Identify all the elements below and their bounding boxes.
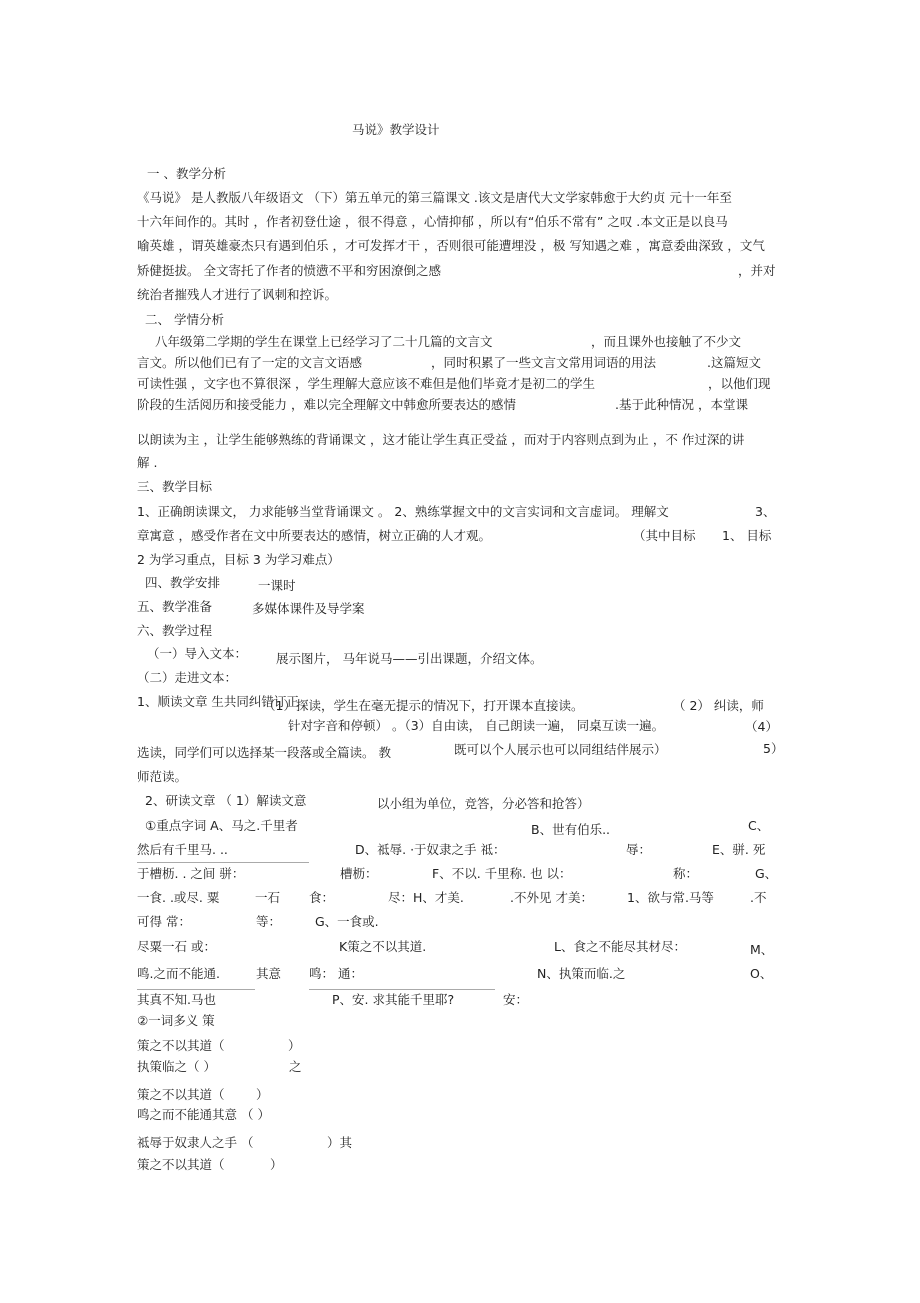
section-heading-prep: 五、教学准备 <box>137 599 213 614</box>
vocab-item: 尽粟一石 或： <box>137 939 216 954</box>
vocab-item: 尽：H、才美. <box>388 890 464 905</box>
text-line: 解 . <box>137 455 158 470</box>
vocab-item: 于槽枥. . 之间 骈： <box>137 866 245 881</box>
vocab-item: 一食. .或尽. 粟 <box>137 890 220 905</box>
vocab-item: .不外见 才美： <box>510 890 593 905</box>
text-line: 针对字音和停顿） 。（3）自由读， 自己朗读一遍， 同桌互读一遍。 <box>288 718 665 733</box>
vocab-item: K策之不以其道. <box>339 939 427 954</box>
polysemy-line: 执策临之（ ） <box>137 1059 216 1074</box>
vocab-item: B、世有伯乐.. <box>531 822 611 837</box>
text-line: ，并对 <box>738 263 776 278</box>
polysemy-line: 鸣之而不能通其意 （ ） <box>137 1107 270 1122</box>
vocab-item: G、一食或. <box>315 914 379 929</box>
intro-value: 展示图片， 马年说马——引出课题，介绍文体。 <box>276 651 543 666</box>
page-title: 马说》教学设计 <box>352 122 440 137</box>
vocab-item: 1、欲与常.马等 <box>627 890 714 905</box>
text-line: 阶段的生活阅历和接受能力 ，难以完全理解文中韩愈所要表达的感情 <box>137 397 516 412</box>
section-heading-students: 二、 学情分析 <box>145 312 224 327</box>
vocab-item: 鸣： 通： <box>309 966 363 981</box>
vocab-item: 安： <box>503 992 529 1007</box>
text-line: 5） <box>763 741 784 756</box>
vocab-item: 可得 常： <box>137 914 191 929</box>
vocab-item: P、安. 求其能千里耶? <box>332 992 455 1007</box>
blank-line <box>309 989 495 990</box>
vocab-item: .不 <box>750 890 767 905</box>
vocab-item: 一石 <box>255 890 281 905</box>
vocab-item: D、祗辱. ·于奴隶之手 祗： <box>355 842 506 857</box>
text-line: 喻英雄 ，谓英雄豪杰只有遇到伯乐 ，才可发挥才干 ，否则很可能遭埋没 ，极 写知遇之难 ，寓意委曲深致 ，文气 <box>137 238 765 253</box>
vocab-item: C、 <box>748 818 770 833</box>
blank-line <box>137 989 255 990</box>
text-line: ，而且课外也接触了不少文 <box>591 334 742 349</box>
text-line: 1、 目标 <box>722 528 772 543</box>
approach-label: （二）走进文本： <box>137 670 238 685</box>
vocab-item: 槽枥： <box>340 866 378 881</box>
text-line: （1）探读，学生在毫无提示的情况下，打开课本直接读。 <box>263 698 584 713</box>
text-line: 师范读。 <box>137 769 188 784</box>
section-heading-analysis: 一 、教学分析 <box>147 166 226 181</box>
vocab-item: N、执策而临.之 <box>537 966 626 981</box>
vocab-item: 其意 <box>256 966 282 981</box>
text-line: 十六年间作的。其时 ，作者初登仕途 ，很不得意 ，心情抑郁 ，所以有“伯乐不常有” 之叹 .本文正是以良马 <box>137 214 728 229</box>
polysemy-line: ） <box>256 1087 269 1102</box>
vocab-item: 然后有千里马. .. <box>137 842 228 857</box>
text-line: 矫健挺拔。 全文寄托了作者的愤懑不平和穷困潦倒之感 <box>137 263 441 278</box>
vocab-item: L、食之不能尽其材尽： <box>554 939 686 954</box>
text-line: 八年级第二学期的学生在课堂上已经学习了二十几篇的文言文 <box>155 334 493 349</box>
vocab-item: G、 <box>755 866 778 881</box>
prep-value: 多媒体课件及导学案 <box>252 601 365 616</box>
text-line: 《马说》 是人教版八年级语文 （下）第五单元的第三篇课文 .该文是唐代大文学家韩愈于大约贞 元十一年至 <box>137 190 732 205</box>
text-line: 2、研读文章 （ 1）解读文意 <box>145 793 307 808</box>
text-line: .这篇短文 <box>707 355 761 370</box>
vocab-item: 称： <box>673 866 699 881</box>
text-line: 1、顺读文章 生共同纠错订正 <box>137 694 299 709</box>
blank-line <box>137 862 309 863</box>
text-line: ，同时积累了一些文言文常用词语的用法 <box>431 355 657 370</box>
text-line: （ 2） 纠读，师 <box>673 698 764 713</box>
text-line: 可读性强 ，文字也不算很深 ，学生理解大意应该不难但是他们毕竟才是初二的学生 <box>137 376 595 391</box>
text-line: .基于此种情况 ，本堂课 <box>615 397 748 412</box>
text-line: 3、 <box>755 504 776 519</box>
section-heading-process: 六、教学过程 <box>137 623 213 638</box>
intro-label: （一）导入文本： <box>147 646 248 661</box>
vocab-item: M、 <box>750 942 774 957</box>
text-line: ，以他们现 <box>708 376 771 391</box>
vocab-item: 其真不知.马也 <box>137 992 216 1007</box>
text-line: 既可以个人展示也可以同组结伴展示） <box>454 742 667 757</box>
polysemy-line: ） <box>270 1157 283 1172</box>
text-line: （4） <box>745 719 778 734</box>
vocab-item: O、 <box>750 966 773 981</box>
vocab-item: 辱： <box>626 842 652 857</box>
text-line: 以朗读为主 ，让学生能够熟练的背诵课文 ，这才能让学生真正受益 ，而对于内容则点到为止 ，不 作过深的讲 <box>137 432 745 447</box>
text-line: 章寓意 ，感受作者在文中所要表达的感情，树立正确的人才观。 <box>137 528 491 543</box>
vocab-heading: ①重点字词 A、马之.千里者 <box>145 818 298 833</box>
polysemy-line: 之 <box>289 1059 302 1074</box>
vocab-item: F、不以. 千里称. 也 以： <box>432 866 572 881</box>
section-heading-goals: 三、教学目标 <box>137 479 213 494</box>
vocab-item: 鸣.之而不能通. <box>137 966 220 981</box>
polysemy-line: 策之不以其道（ <box>137 1157 225 1172</box>
text-line: 言文。所以他们已有了一定的文言文语感 <box>137 355 363 370</box>
text-line: （其中目标 <box>633 528 696 543</box>
text-line: 以小组为单位，竞答，分必答和抢答） <box>377 796 590 811</box>
vocab-item: E、骈. 死 <box>712 842 766 857</box>
text-line: 统治者摧残人才进行了讽刺和控诉。 <box>137 287 338 302</box>
polysemy-line: 祗辱于奴隶人之手 （ <box>137 1135 254 1150</box>
schedule-value: 一课时 <box>258 578 296 593</box>
vocab-item: 等： <box>256 914 282 929</box>
vocab-item: 食： <box>309 890 335 905</box>
text-line: 2 为学习重点，目标 3 为学习难点） <box>137 552 340 567</box>
polysemy-line: ）其 <box>327 1135 353 1150</box>
text-line: 1、正确朗读课文， 力求能够当堂背诵课文 。 2、熟练掌握文中的文言实词和文言虚词。 理解文 <box>137 504 669 519</box>
polysemy-line: ） <box>288 1038 301 1053</box>
polysemy-line: 策之不以其道（ <box>137 1087 225 1102</box>
polysemy-heading: ②一词多义 策 <box>137 1013 215 1028</box>
polysemy-line: 策之不以其道（ <box>137 1038 225 1053</box>
text-line: 选读，同学们可以选择某一段落或全篇读。 教 <box>137 745 391 760</box>
section-heading-schedule: 四、教学安排 <box>145 575 221 590</box>
